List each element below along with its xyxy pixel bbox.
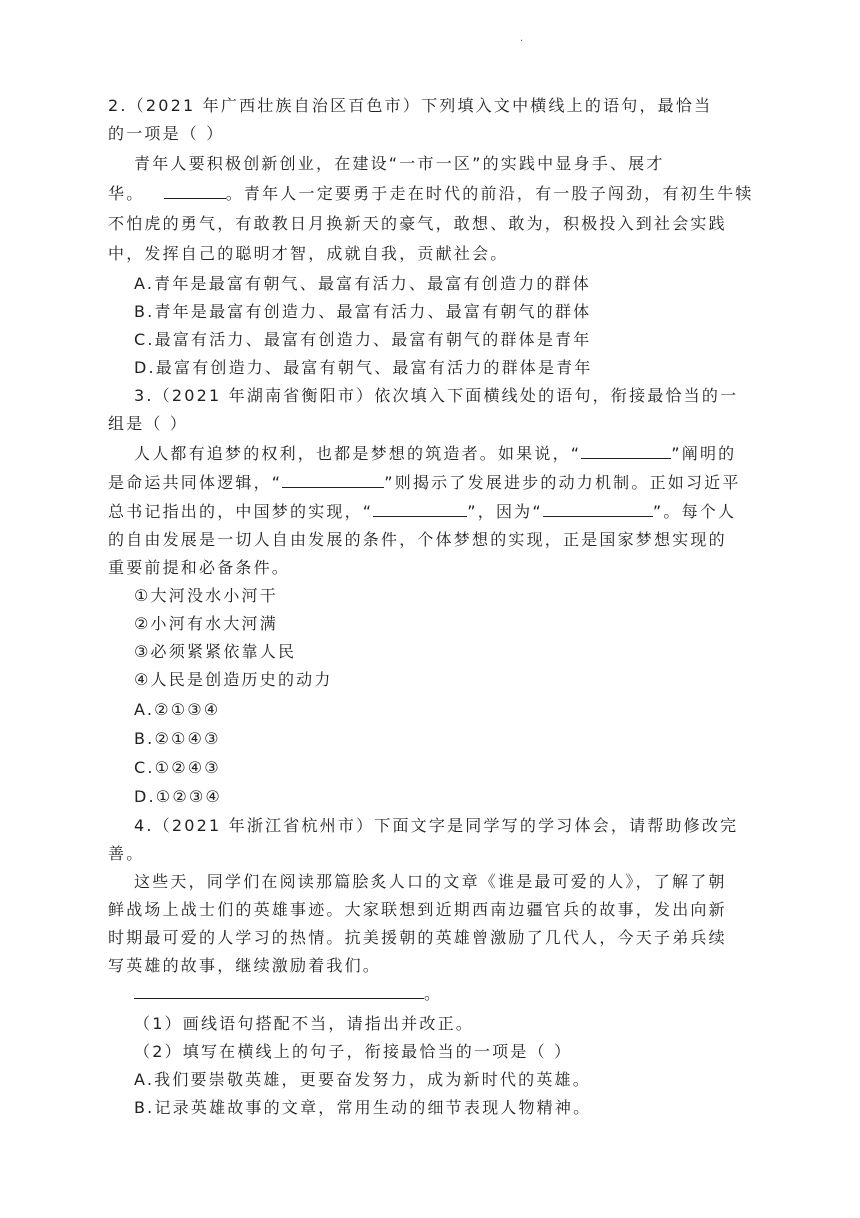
q3-passage-text: ”阐明的 [671,444,737,463]
q3-passage-line1 [134,440,736,468]
q2-stem-line2: 的一项是（ ） [108,124,225,143]
q2-option-c: C.最富有活力、最富有创造力、最富有朝气的群体是青年 [134,330,592,349]
q4-passage-line3: 时期最可爱的人学习的热情。抗美援朝的英雄曾激励了几代人，今天子弟兵续 [108,928,727,947]
q2-answer-blank [164,180,226,199]
q3-option-c: C.①②④③ [134,758,221,777]
q3-stem-line2: 组是（ ） [108,414,189,433]
q2-option-b: B.青年是最富有创造力、最富有活力、最富有朝气的群体 [134,302,592,321]
q2-passage-line3: 不怕虎的勇气，有敢教日月换新天的豪气，敢想、敢为，积极投入到社会实践 [108,214,727,233]
q3-answer-blank-1 [581,440,671,459]
q2-stem-line1: 2.（2021 年广西壮族自治区百色市）下列填入文中横线上的语句，最恰当 [108,96,713,115]
q3-passage-text: ”，因为“ [467,502,543,521]
q4-stem-line1: 4.（2021 年浙江省杭州市）下面文字是同学写的学习体会，请帮助修改完 [134,816,739,835]
q3-sentence-4: ④人民是创造历史的动力 [134,670,333,689]
q4-answer-end: 。 [424,984,443,1003]
q2-passage-text: 。青年人一定要勇于走在时代的前沿，有一股子闯劲，有初生牛犊 [225,184,754,203]
q3-answer-blank-2 [282,469,384,488]
q3-option-d: D.①②③④ [134,787,222,806]
q3-sentence-2: ②小河有水大河满 [134,614,278,633]
q3-option-a: A.②①③④ [134,700,221,719]
q3-passage-line5: 重要前提和必备条件。 [108,558,291,577]
q3-passage-text: 是命运共同体逻辑，“ [108,473,283,492]
q3-sentence-1: ①大河没水小河干 [134,586,278,605]
q2-passage-line1: 青年人要积极创新创业，在建设“一市一区”的实践中显身手、展才 [134,154,665,173]
q4-passage-line4: 写英雄的故事，继续激励着我们。 [108,956,382,975]
q3-option-b: B.②①④③ [134,729,221,748]
q4-passage-line1: 这些天，同学们在阅读那篇脍炙人口的文章《谁是最可爱的人》，了解了朝 [134,872,727,891]
q3-sentence-3: ③必须紧紧依靠人民 [134,642,297,661]
q3-passage-text: 人人都有追梦的权利，也都是梦想的筑造者。如果说，“ [134,444,582,463]
q2-passage-line4: 中，发挥自己的聪明才智，成就自我，贡献社会。 [108,244,509,263]
q3-passage-text: ”。每个人 [652,502,737,521]
q2-option-a: A.青年是最富有朝气、最富有活力、最富有创造力的群体 [134,274,591,293]
q2-passage-line2 [108,180,754,208]
q3-passage-line4: 的自由发展是一切人自由发展的条件，个体梦想的实现，正是国家梦想实现的 [108,530,727,549]
page-mark: · [520,36,524,47]
q3-answer-blank-4 [543,498,653,517]
q2-option-d: D.最富有创造力、最富有朝气、最富有活力的群体是青年 [134,358,593,377]
q3-passage-line3 [108,498,736,526]
q4-answer-line [134,980,442,1008]
q3-passage-text: 总书记指出的，中国梦的实现，“ [108,502,374,521]
q4-stem-line2: 善。 [108,844,145,863]
q4-option-b: B.记录英雄故事的文章，常用生动的细节表现人物精神。 [134,1098,592,1117]
q4-subquestion-1: （1）画线语句搭配不当，请指出并改正。 [134,1014,474,1033]
q4-answer-blank [134,980,424,999]
q3-stem-line1: 3.（2021 年湖南省衡阳市）依次填入下面横线处的语句，衔接最恰当的一 [134,386,739,405]
q4-subquestion-2: （2）填写在横线上的句子，衔接最恰当的一项是（ ） [134,1042,573,1061]
q3-passage-text: ”则揭示了发展进步的动力机制。正如习近平 [384,473,741,492]
q4-passage-line2: 鲜战场上战士们的英雄事迹。大家联想到近期西南边疆官兵的故事，发出向新 [108,900,727,919]
q2-passage-text: 华。 [108,184,145,203]
q3-answer-blank-3 [373,498,467,517]
q3-passage-line2 [108,469,741,497]
q4-option-a: A.我们要崇敬英雄，更要奋发努力，成为新时代的英雄。 [134,1070,591,1089]
